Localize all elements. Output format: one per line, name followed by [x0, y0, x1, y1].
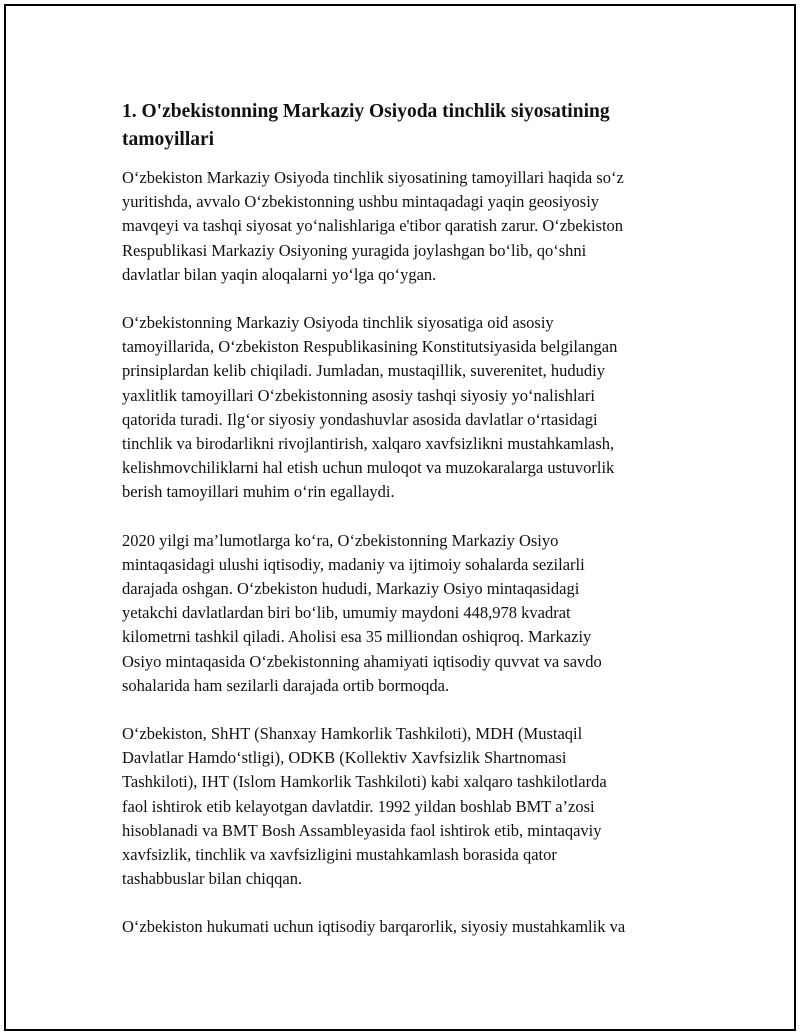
text-line: O‘zbekiston hukumati uchun iqtisodiy barqarorlik, siyosiy mustahkamlik va [122, 917, 626, 937]
text-line: mavqeyi va tashqi siyosat yo‘nalishlariga e'tibor qaratish zarur. O‘zbekiston [122, 216, 624, 236]
paragraph-3 [122, 529, 692, 698]
text-line: kelishmovchiliklarni hal etish uchun muloqot va muzokaralarga ustuvorlik [122, 458, 615, 478]
document-body [122, 98, 692, 964]
text-line: darajada oshgan. O‘zbekiston hududi, Markaziy Osiyo mintaqasidagi [122, 579, 580, 599]
text-line: prinsiplardan kelib chiqiladi. Jumladan, mustaqillik, suverenitet, hududiy [122, 361, 605, 381]
paragraph-2 [122, 311, 692, 505]
text-line: berish tamoyillari muhim o‘rin egallaydi. [122, 482, 395, 502]
text-line: tashabbuslar bilan chiqqan. [122, 869, 303, 889]
paragraph-4 [122, 722, 692, 891]
text-line: hisoblanadi va BMT Bosh Assambleyasida faol ishtirok etib, mintaqaviy [122, 820, 602, 840]
text-line: davlatlar bilan yaqin aloqalarni yo‘lga qo‘ygan. [122, 264, 437, 284]
text-line: Osiyo mintaqasida O‘zbekistonning ahamiyati iqtisodiy quvvat va savdo [122, 651, 602, 671]
text-line: faol ishtirok etib kelayotgan davlatdir. 1992 yildan boshlab BMT a’zosi [122, 796, 595, 816]
text-line: O‘zbekistonning Markaziy Osiyoda tinchlik siyosatiga oid asosiy [122, 313, 554, 333]
paragraph-5 [122, 915, 692, 939]
text-line: yetakchi davlatlardan biri bo‘lib, umumiy maydoni 448,978 kvadrat [122, 603, 571, 623]
heading-line: tamoyillari [122, 129, 215, 150]
section-heading [122, 98, 692, 154]
text-line: xavfsizlik, tinchlik va xavfsizligini mustahkamlash borasida qator [122, 845, 557, 865]
paragraph-1 [122, 166, 692, 287]
text-line: yaxlitlik tamoyillari O‘zbekistonning asosiy tashqi siyosiy yo‘nalishlari [122, 385, 595, 405]
text-line: yuritishda, avvalo O‘zbekistonning ushbu mintaqadagi yaqin geosiyosiy [122, 192, 600, 212]
text-line: 2020 yilgi ma’lumotlarga ko‘ra, O‘zbekistonning Markaziy Osiyo [122, 530, 559, 550]
text-line: tamoyillarida, O‘zbekiston Respublikasining Konstitutsiyasida belgilangan [122, 337, 618, 357]
text-line: Respublikasi Markaziy Osiyoning yuragida joylashgan bo‘lib, qo‘shni [122, 240, 587, 260]
text-line: O‘zbekiston Markaziy Osiyoda tinchlik siyosatining tamoyillari haqida so‘z [122, 168, 624, 187]
text-line: O‘zbekiston, ShHT (Shanxay Hamkorlik Tashkiloti), MDH (Mustaqil [122, 724, 583, 744]
text-line: mintaqasidagi ulushi iqtisodiy, madaniy va ijtimoiy sohalarda sezilarli [122, 554, 585, 574]
text-line: tinchlik va birodarlikni rivojlantirish, xalqaro xavfsizlikni mustahkamlash, [122, 434, 615, 454]
text-line: sohalarida ham sezilarli darajada ortib bormoqda. [122, 675, 450, 695]
text-line: qatorida turadi. Ilg‘or siyosiy yondashuvlar asosida davlatlar o‘rtasidagi [122, 409, 598, 429]
page-frame [4, 4, 796, 1031]
heading-line: 1. O'zbekistonning Markaziy Osiyoda tinchlik siyosatining [122, 101, 610, 122]
text-line: Tashkiloti), IHT (Islom Hamkorlik Tashkiloti) kabi xalqaro tashkilotlarda [122, 772, 607, 792]
text-line: kilometrni tashkil qiladi. Aholisi esa 35 milliondan oshiqroq. Markaziy [122, 627, 592, 647]
text-line: Davlatlar Hamdo‘stligi), ODKB (Kollektiv Xavfsizlik Shartnomasi [122, 748, 567, 768]
